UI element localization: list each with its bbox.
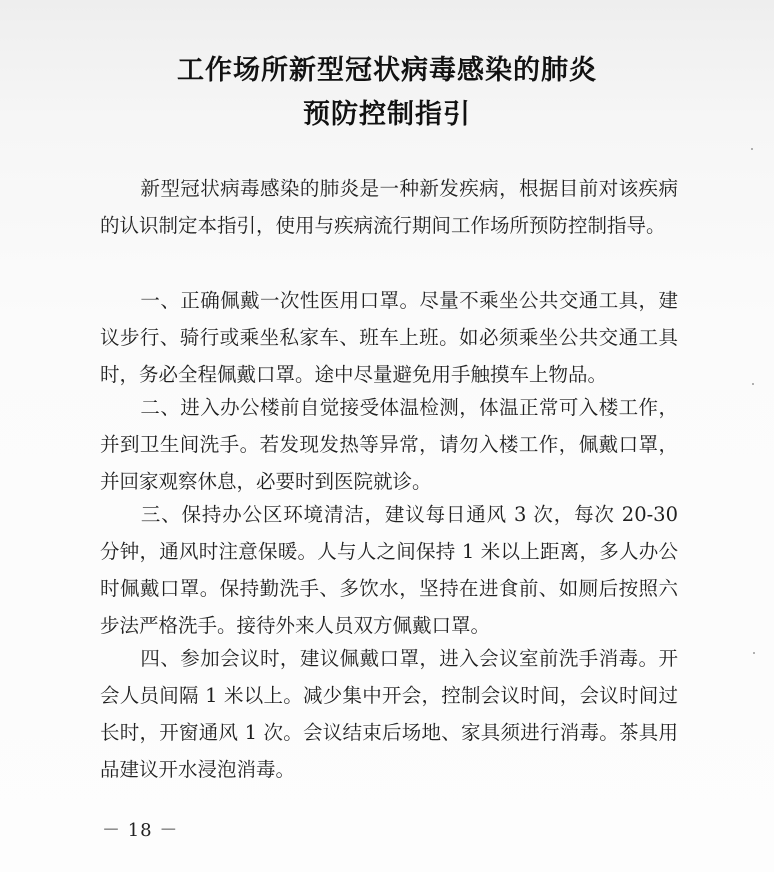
document-title-line-2: 预防控制指引 [303,99,471,130]
guideline-paragraph-3 [100,496,678,644]
intro-paragraph-text: 新型冠状病毒感染的肺炎是一种新发疾病，根据目前对该疾病的认识制定本指引，使用与疾病流行期间工作场所预防控制指导。 [100,177,678,237]
document-title-line-1: 工作场所新型冠状病毒感染的肺炎 [177,55,597,86]
page-number: － 18 － [102,820,179,841]
guideline-paragraph-3-text: 三、保持办公区环境清洁，建议每日通风 3 次，每次 20-30 分钟，通风时注意保暖。人与人之间保持 1 米以上距离，多人办公时佩戴口罩。保持勤洗手、多饮水，坚持在进食前、如厕后按照六步法严格洗手。接待外来人员双方佩戴口罩。 [100,503,678,637]
guideline-paragraph-2 [100,389,678,500]
guideline-paragraph-1 [100,282,678,393]
guideline-paragraph-4-text: 四、参加会议时，建议佩戴口罩，进入会议室前洗手消毒。开会人员间隔 1 米以上。减少集中开会，控制会议时间，会议时间过长时，开窗通风 1 次。会议结束后场地、家具须进行消毒。茶具用品建议开水浸泡消毒。 [100,647,678,781]
intro-paragraph [100,170,678,244]
guideline-paragraph-1-text: 一、正确佩戴一次性医用口罩。尽量不乘坐公共交通工具，建议步行、骑行或乘坐私家车、班车上班。如必须乘坐公共交通工具时，务必全程佩戴口罩。途中尽量避免用手触摸车上物品。 [100,289,678,386]
scan-speck [751,148,753,150]
scan-speck [752,383,754,385]
scan-speck [753,652,755,654]
guideline-paragraph-2-text: 二、进入办公楼前自觉接受体温检测，体温正常可入楼工作，并到卫生间洗手。若发现发热等异常，请勿入楼工作，佩戴口罩，并回家观察休息，必要时到医院就诊。 [100,396,678,493]
guideline-paragraph-4 [100,640,678,788]
